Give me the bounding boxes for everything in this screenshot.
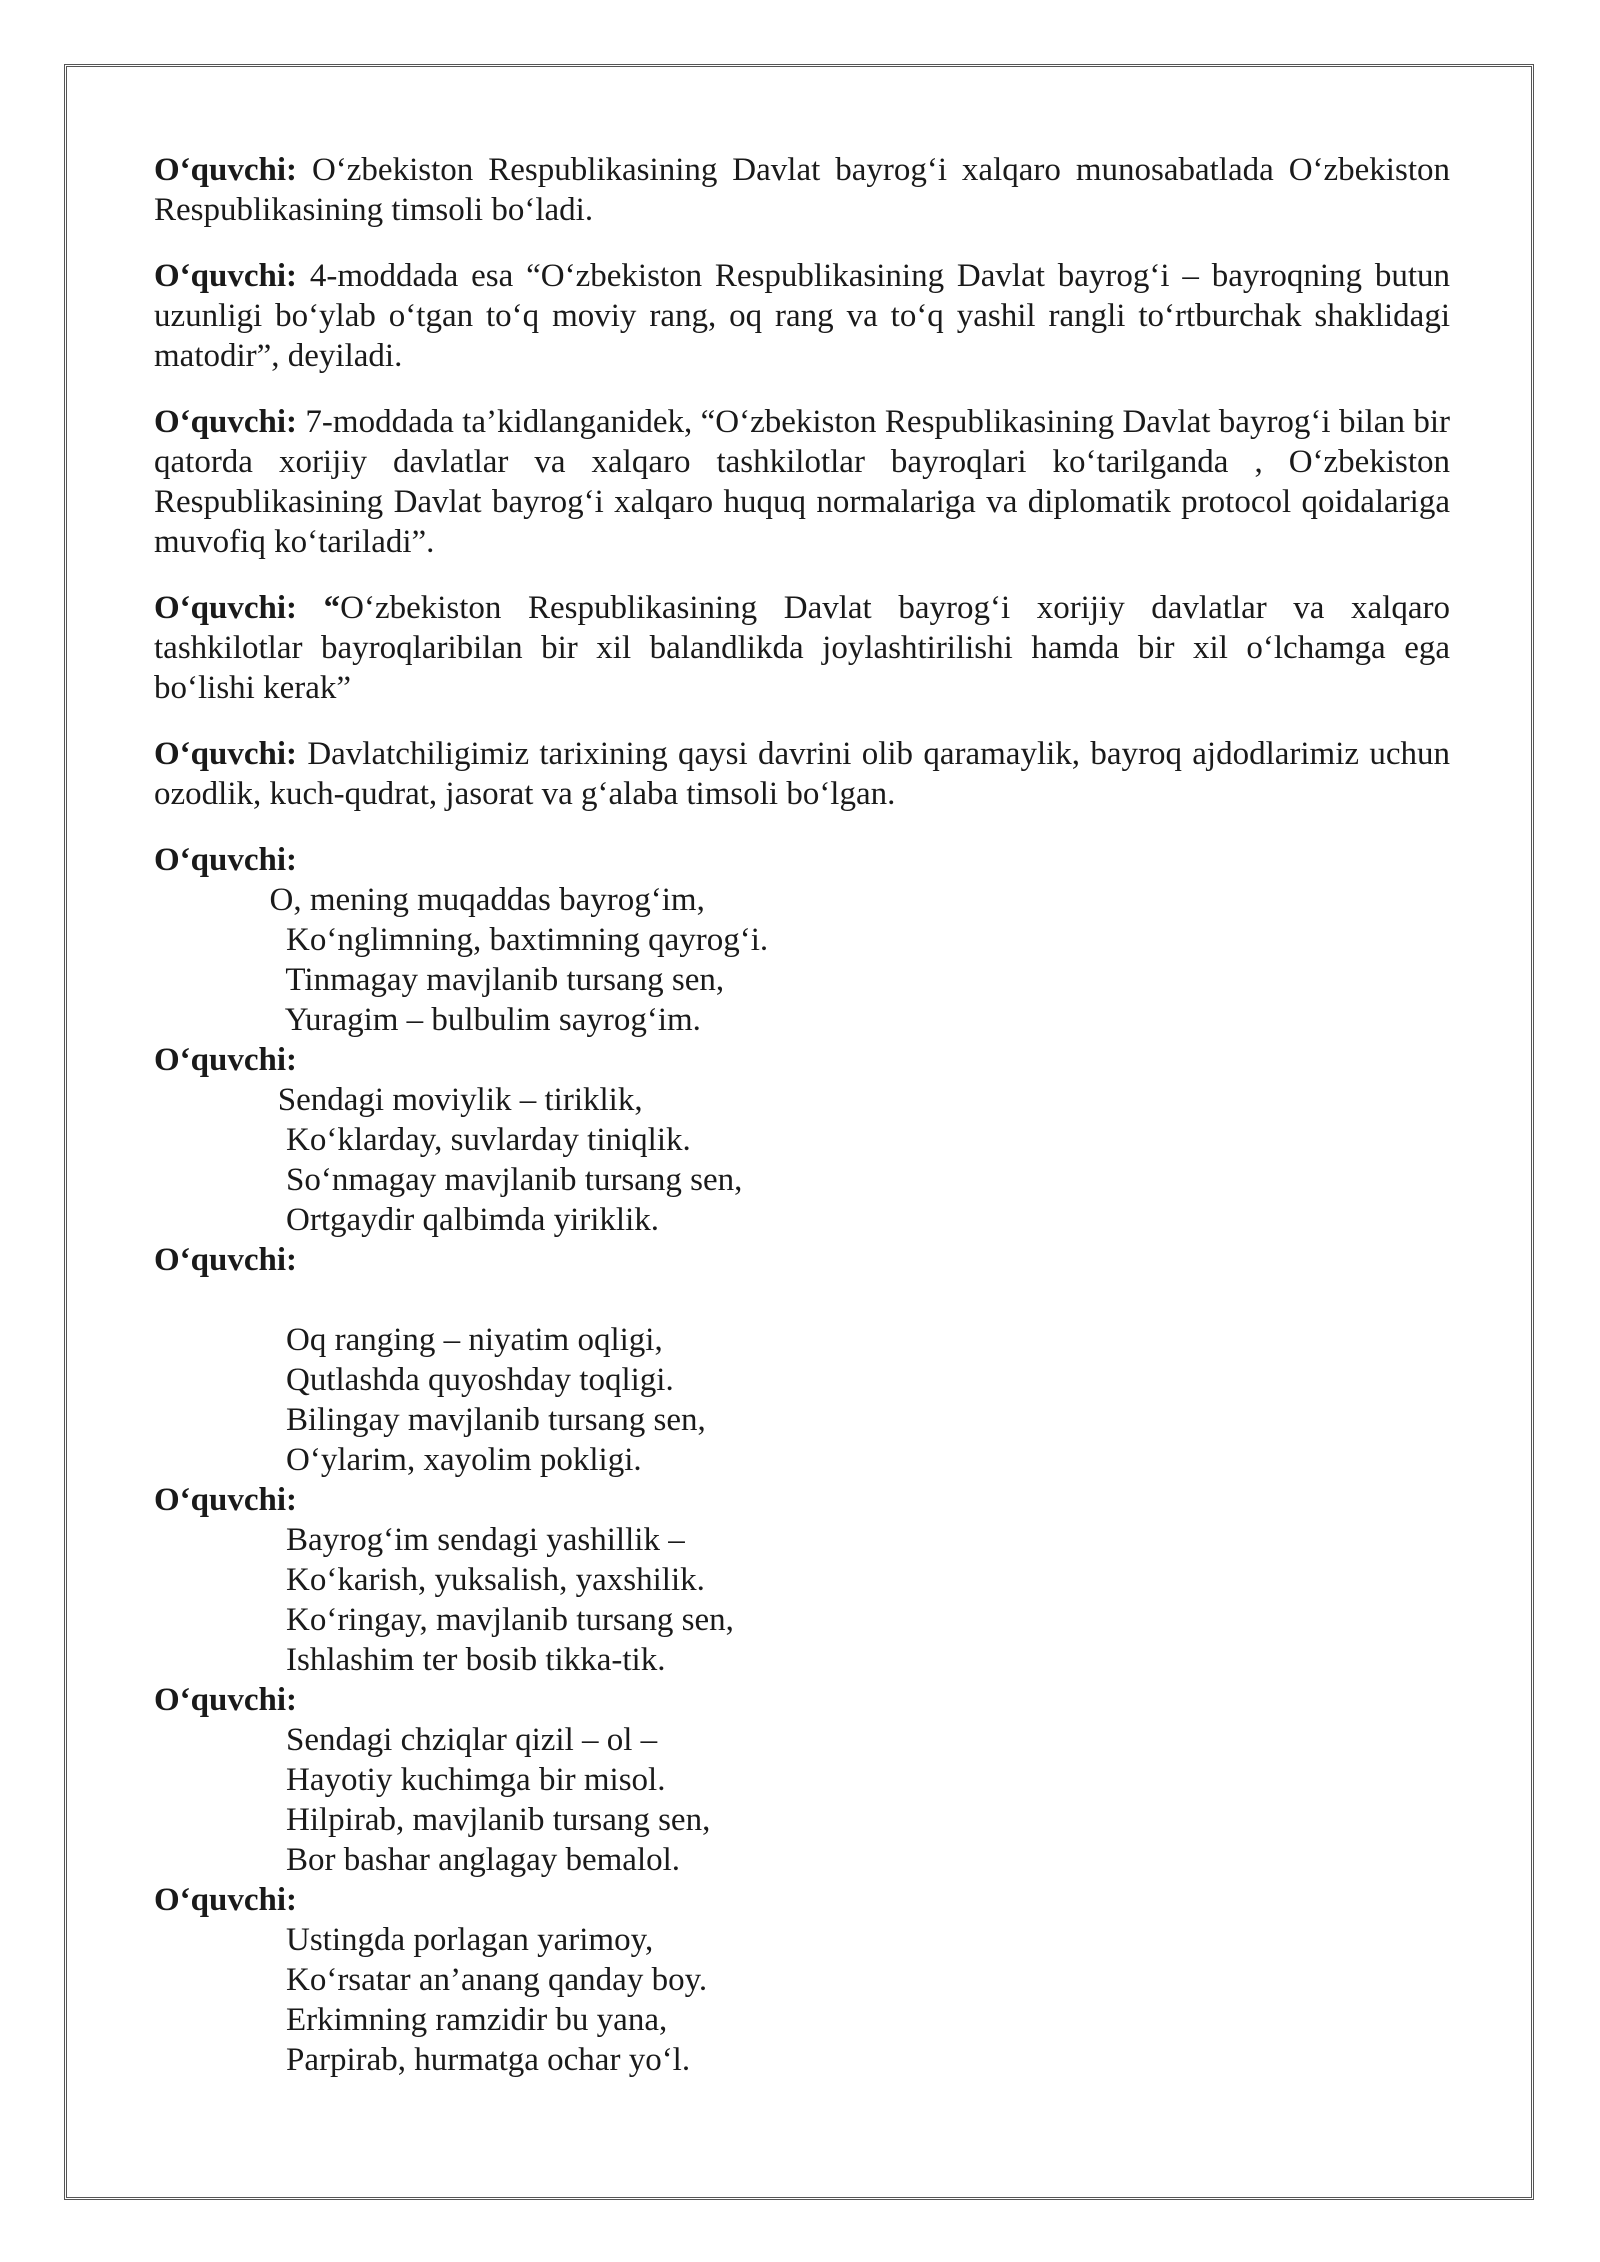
paragraph-text: O‘zbekiston Respublikasining Davlat bayrog‘i xalqaro munosabatlada O‘zbekiston Respublikasining timsoli bo‘ladi. <box>154 152 1450 228</box>
paragraph-1 <box>154 150 1450 230</box>
paragraph-text: 7-moddada ta’kidlanganidek, “O‘zbekiston Respublikasining Davlat bayrog‘i bilan bir qatorda xorijiy davlatlar va xalqaro tashkilotlar bayroqlari ko‘tarilganda , O‘zbekiston Respublikasining Davlat bayrog‘i xalqaro huquq normalariga va diplomatik protocol qoidalariga muvofiq ko‘tariladi”. <box>154 404 1450 560</box>
speaker-label: O‘quvchi: <box>154 842 298 878</box>
blank-line <box>154 1280 1450 1320</box>
paragraph-4 <box>154 588 1450 708</box>
speaker-label: O‘quvchi: <box>154 736 298 772</box>
speaker-label: O‘quvchi: <box>154 1682 298 1718</box>
speaker-label: O‘quvchi: <box>154 1042 298 1078</box>
poem-line: Erkimning ramzidir bu yana, <box>154 2002 668 2038</box>
speaker-label: O‘quvchi: <box>154 152 298 188</box>
document-body <box>154 150 1450 2080</box>
poem-line: Ishlashim ter bosib tikka-tik. <box>154 1642 666 1678</box>
poem-line: Hilpirab, mavjlanib tursang sen, <box>154 1802 711 1838</box>
speaker-label: O‘quvchi: <box>154 1482 298 1518</box>
poem-stanza-1 <box>154 840 1450 1040</box>
paragraph-text: Davlatchiligimiz tarixining qaysi davrini olib qaramaylik, bayroq ajdodlarimiz uchun ozodlik, kuch-qudrat, jasorat va g‘alaba timsoli bo‘lgan. <box>154 736 1450 812</box>
poem-line: Bilingay mavjlanib tursang sen, <box>154 1402 706 1438</box>
paragraph-text: O‘zbekiston Respublikasining Davlat bayrog‘i xorijiy davlatlar va xalqaro tashkilotlar bayroqlaribilan bir xil balandlikda joylashtirilishi hamda bir xil o‘lchamga ega bo‘lishi kerak” <box>154 590 1450 706</box>
poem-line: Sendagi moviylik – tiriklik, <box>154 1082 643 1118</box>
poem-line: Ko‘klarday, suvlarday tiniqlik. <box>154 1122 691 1158</box>
speaker-label: O‘quvchi: <box>154 1242 298 1278</box>
paragraph-5 <box>154 734 1450 814</box>
poem-line: So‘nmagay mavjlanib tursang sen, <box>154 1162 743 1198</box>
speaker-label: O‘quvchi: <box>154 404 298 440</box>
paragraph-3 <box>154 402 1450 562</box>
speaker-label: O‘quvchi: <box>154 258 298 294</box>
poem-line: O, mening muqaddas bayrog‘im, <box>154 882 705 918</box>
paragraph-2 <box>154 256 1450 376</box>
poem-line: Hayotiy kuchimga bir misol. <box>154 1762 666 1798</box>
paragraph-text: 4-moddada esa “O‘zbekiston Respublikasining Davlat bayrog‘i – bayroqning butun uzunligi bo‘ylab o‘tgan to‘q moviy rang, oq rang va to‘q yashil rangli to‘rtburchak shaklidagi matodir”, deyiladi. <box>154 258 1450 374</box>
poem-stanza-4 <box>154 1480 1450 1680</box>
poem-stanza-2 <box>154 1040 1450 1240</box>
poem-line: Ortgaydir qalbimda yiriklik. <box>154 1202 660 1238</box>
poem-line: Bor bashar anglagay bemalol. <box>154 1842 681 1878</box>
poem <box>154 840 1450 2080</box>
poem-stanza-5 <box>154 1680 1450 1880</box>
poem-line: Oq ranging – niyatim oqligi, <box>154 1322 663 1358</box>
speaker-label: O‘quvchi: <box>154 1882 298 1918</box>
poem-line: Parpirab, hurmatga ochar yo‘l. <box>154 2042 691 2078</box>
poem-line: Ko‘nglimning, baxtimning qayrog‘i. <box>154 922 769 958</box>
poem-line: O‘ylarim, xayolim pokligi. <box>154 1442 642 1478</box>
poem-stanza-3 <box>154 1240 1450 1480</box>
poem-line: Qutlashda quyoshday toqligi. <box>154 1362 674 1398</box>
speaker-label: O‘quvchi: “ <box>154 590 341 626</box>
poem-line: Tinmagay mavjlanib tursang sen, <box>154 962 725 998</box>
poem-line: Sendagi chziqlar qizil – ol – <box>154 1722 658 1758</box>
poem-line: Yuragim – bulbulim sayrog‘im. <box>154 1002 701 1038</box>
poem-stanza-6 <box>154 1880 1450 2080</box>
poem-line: Bayrog‘im sendagi yashillik – <box>154 1522 685 1558</box>
poem-line: Ustingda porlagan yarimoy, <box>154 1922 654 1958</box>
poem-line: Ko‘rsatar an’anang qanday boy. <box>154 1962 708 1998</box>
poem-line: Ko‘karish, yuksalish, yaxshilik. <box>154 1562 705 1598</box>
poem-line: Ko‘ringay, mavjlanib tursang sen, <box>154 1602 734 1638</box>
